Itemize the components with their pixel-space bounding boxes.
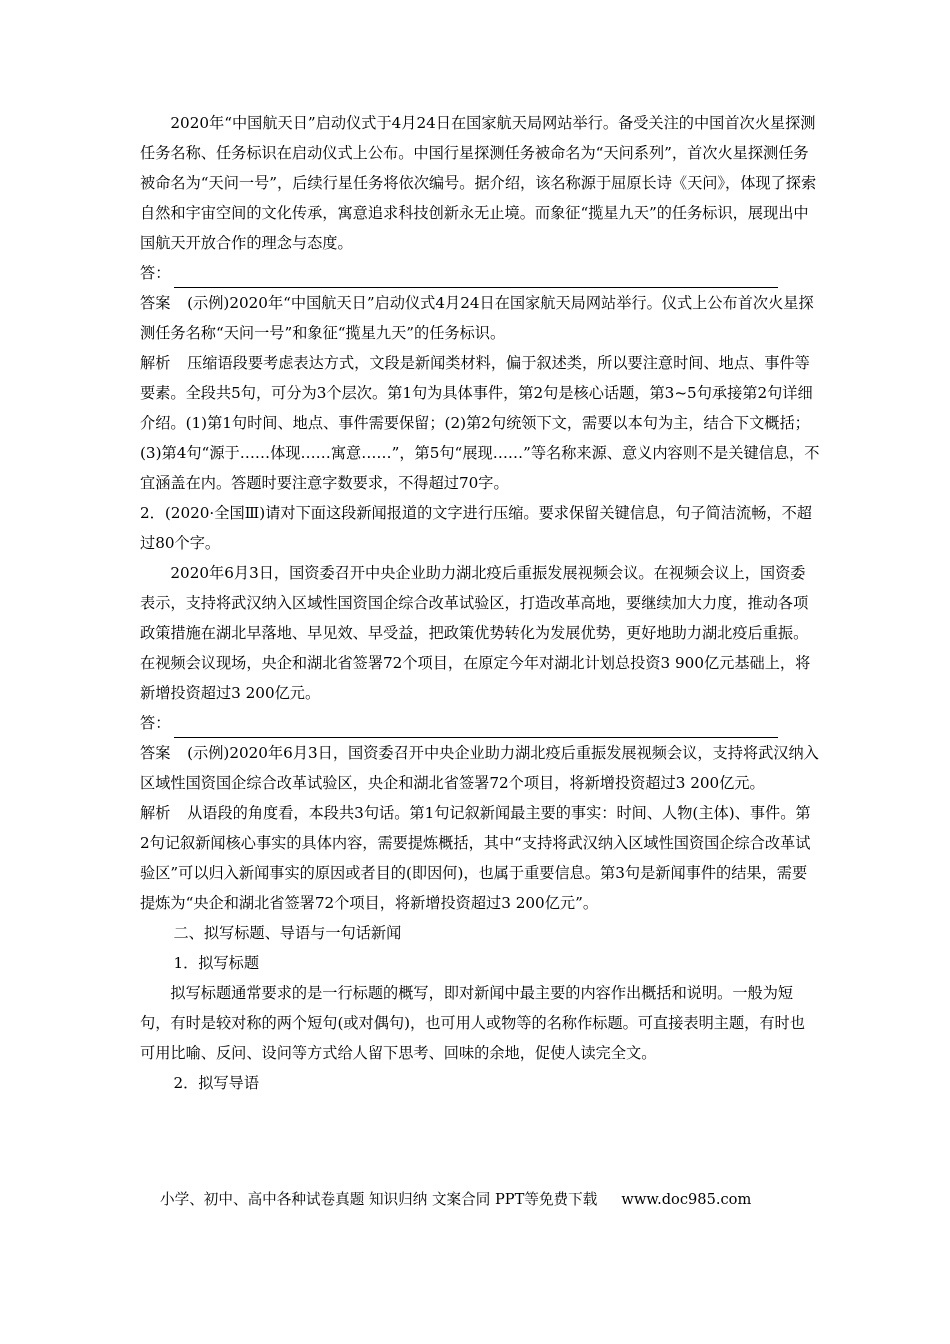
q2-analysis-text: 从语段的角度看，本段共3句话。第1句记叙新闻最主要的事实：时间、人物(主体)、事件。第2句记叙新闻核心事实的具体内容，需要提炼概括，其中“支持将武汉纳入区域性国资国企综合改革试验区”可以归入新闻事实的原因或者目的(即因何)，也属于重要信息。第3句是新闻事件的结果，需要提炼为“央企和湖北省签署72个项目，将新增投资超过3 200亿元”。	[140, 804, 811, 912]
q1-answer	[140, 288, 820, 348]
q2-answer-blank[interactable]	[174, 717, 778, 738]
q1-analysis	[140, 348, 820, 498]
subsection-text-headline: 拟写标题通常要求的是一行标题的概写，即对新闻中最主要的内容作出概括和说明。一般为短句，有时是较对称的两个短句(或对偶句)，也可用人或物等的名称作标题。可直接表明主题，有时也可用比喻、反问、设问等方式给人留下思考、回味的余地，促使人读完全文。	[140, 984, 805, 1062]
q1-passage: 2020年“中国航天日”启动仪式于4月24日在国家航天局网站举行。备受关注的中国首次火星探测任务名称、任务标识在启动仪式上公布。中国行星探测任务被命名为“天问系列”，首次火星探测任务被命名为“天问一号”，后续行星任务将依次编号。据介绍，该名称源于屈原长诗《天问》，体现了探索自然和宇宙空间的文化传承，寓意追求科技创新永无止境。而象征“揽星九天”的任务标识，展现出中国航天开放合作的理念与态度。	[140, 114, 817, 252]
q2-passage: 2020年6月3日，国资委召开中央企业助力湖北疫后重振发展视频会议。在视频会议上，国资委表示，支持将武汉纳入区域性国资国企综合改革试验区，打造改革高地，要继续加大力度，推动各项政策措施在湖北早落地、早见效、早受益，把政策优势转化为发展优势，更好地助力湖北疫后重振。在视频会议现场，央企和湖北省签署72个项目，在原定今年对湖北计划总投资3 900亿元基础上，将新增投资超过3 200亿元。	[140, 564, 811, 702]
subsection-title-headline: 1．拟写标题	[173, 954, 260, 972]
q1-answer-blank[interactable]	[174, 267, 778, 288]
q2-answer-text: (示例)2020年6月3日，国资委召开中央企业助力湖北疫后重振发展视频会议，支持将武汉纳入区域性国资国企综合改革试验区，央企和湖北省签署72个项目，将新增投资超过3 200亿元。	[140, 744, 819, 792]
q2-answer-prompt: 答：	[140, 714, 171, 732]
page-footer	[160, 1188, 810, 1212]
q1-answer-label: 答案	[140, 294, 171, 312]
footer-url[interactable]: www.doc985.com	[621, 1191, 752, 1208]
q1-answer-line	[140, 258, 820, 288]
q2-answer-line	[140, 708, 820, 738]
q2-analysis	[140, 798, 820, 918]
q1-analysis-text: 压缩语段要考虑表达方式，文段是新闻类材料，偏于叙述类，所以要注意时间、地点、事件等要素。全段共5句，可分为3个层次。第1句为具体事件，第2句是核心话题，第3~5句承接第2句详细介绍。(1)第1句时间、地点、事件需要保留；(2)第2句统领下文，需要以本句为主，结合下文概括；(3)第4句“源于……体现……寓意……”，第5句“展现……”等名称来源、意义内容则不是关键信息，不宜涵盖在内。答题时要注意字数要求，不得超过70字。	[140, 354, 820, 492]
q1-answer-prompt: 答：	[140, 264, 171, 282]
q2-question: 2．(2020·全国Ⅲ)请对下面这段新闻报道的文字进行压缩。要求保留关键信息，句子简洁流畅，不超过80个字。	[140, 504, 812, 552]
q1-answer-text: (示例)2020年“中国航天日”启动仪式4月24日在国家航天局网站举行。仪式上公布首次火星探测任务名称“天问一号”和象征“揽星九天”的任务标识。	[140, 294, 814, 342]
q2-analysis-label: 解析	[140, 804, 171, 822]
section-heading: 二、拟写标题、导语与一句话新闻	[173, 924, 402, 942]
q2-answer	[140, 738, 820, 798]
page-content	[140, 108, 820, 1098]
q1-analysis-label: 解析	[140, 354, 171, 372]
q2-answer-label: 答案	[140, 744, 171, 762]
footer-text: 小学、初中、高中各种试卷真题 知识归纳 文案合同 PPT等免费下载	[160, 1191, 598, 1208]
subsection-title-lead: 2．拟写导语	[173, 1074, 260, 1092]
